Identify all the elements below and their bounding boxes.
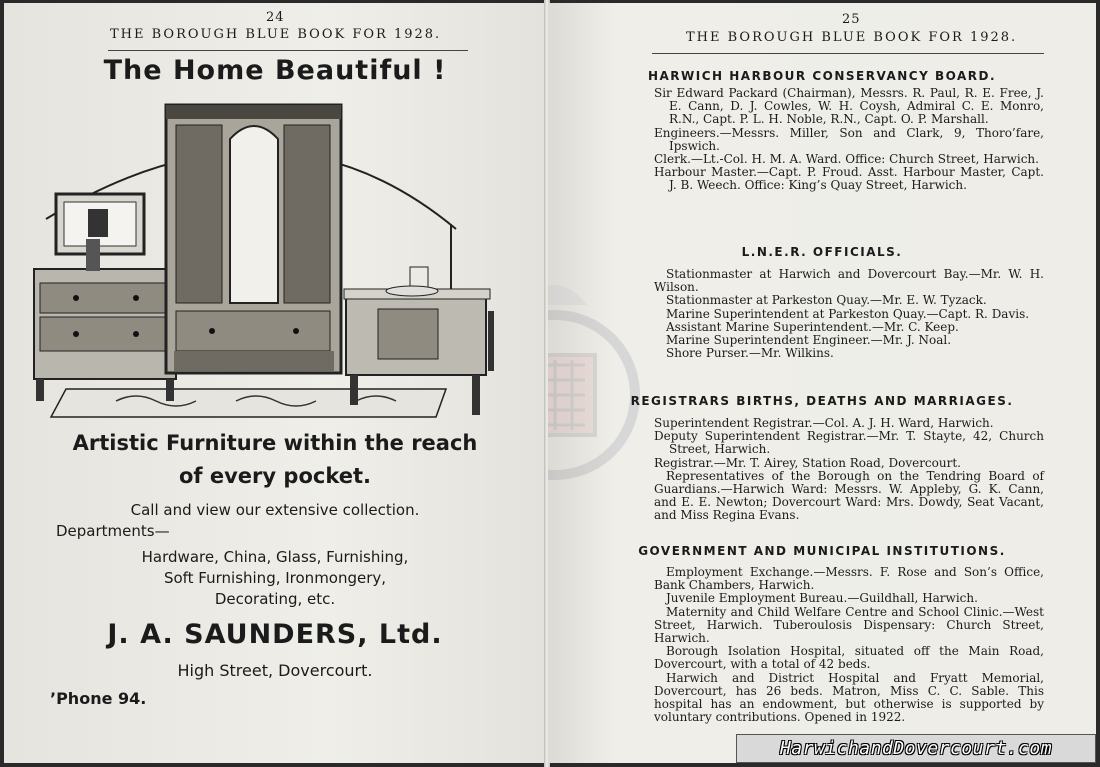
paragraph: Marine Superintendent Engineer.—Mr. J. Noal.: [666, 333, 952, 348]
paragraph: Deputy Superintendent Registrar.—Mr. T. Stayte, 42, Church Street, Harwich.: [654, 429, 1044, 457]
page-number: 24: [266, 10, 285, 25]
paragraph: Stationmaster at Parkeston Quay.—Mr. E. W. Tyzack.: [666, 293, 987, 308]
paragraph: Shore Purser.—Mr. Wilkins.: [666, 346, 834, 361]
header-rule: [108, 50, 468, 51]
faded-crest-watermark: [548, 265, 648, 503]
paragraph: Representatives of the Borough on the Tendring Board of Guardians.—Harwich Ward: Messrs. W. Appleby, G. K. Cann, and E. E. Newton; Dovercourt Ward: Mrs. Dowdy, Seat Vacant, and Miss Regina Evans.: [654, 468, 1044, 523]
section-heading: L.N.E.R. OFFICIALS.: [741, 245, 903, 259]
paragraph: Engineers.—Messrs. Miller, Son and Clark, 9, Thoro’fare, Ipswich.: [654, 125, 1044, 153]
paragraph: Harbour Master.—Capt. P. Froud. Asst. Harbour Master, Capt. J. B. Weech. Office: King’s Quay Street, Harwich.: [654, 165, 1044, 193]
right-page: [548, 3, 1096, 763]
bedroom-furniture-illustration: [26, 99, 526, 425]
paragraph: Maternity and Child Welfare Centre and School Clinic.—West Street, Harwich. Tuberoulosis Dispensary: Church Street, Harwich.: [654, 604, 1044, 646]
tagline-line-2: of every pocket.: [179, 464, 371, 488]
header-rule: [652, 53, 1044, 54]
paragraph: Sir Edward Packard (Chairman), Messrs. R. Paul, R. E. Free, J. E. Cann, D. J. Cowles, W. H. Coysh, Admiral C. E. Monro, R.N., Capt. P. L. H. Noble, R.N., Capt. O. P. Marshall.: [654, 86, 1044, 127]
page-number: 25: [842, 12, 861, 27]
firm-name: J. A. SAUNDERS, Ltd.: [107, 619, 443, 650]
section-body: [654, 268, 1044, 360]
phone-number: ’Phone 94.: [50, 689, 147, 708]
section-heading: GOVERNMENT AND MUNICIPAL INSTITUTIONS.: [638, 544, 1006, 558]
departments-label: Departments—: [56, 522, 170, 540]
left-page: [4, 3, 546, 763]
paragraph: Harwich and District Hospital and Fryatt Memorial, Dovercourt, has 26 beds. Matron, Miss C. C. Sable. This hospital has an endowment, but otherwise is supported by voluntary contributions. Opened in 1922.: [654, 670, 1044, 725]
site-watermark: HarwichandDovercourt.com: [736, 734, 1096, 763]
paragraph: Borough Isolation Hospital, situated off the Main Road, Dovercourt, with a total of 42 beds.: [654, 644, 1044, 672]
firm-address: High Street, Dovercourt.: [177, 661, 373, 680]
paragraph: Assistant Marine Superintendent.—Mr. C. Keep.: [666, 319, 959, 334]
section-body: [654, 87, 1044, 193]
paragraph: Employment Exchange.—Messrs. F. Rose and Son’s Office, Bank Chambers, Harwich.: [654, 565, 1044, 593]
advert-headline: The Home Beautiful !: [103, 55, 447, 86]
departments-line: Hardware, China, Glass, Furnishing,: [141, 548, 409, 566]
section-heading: HARWICH HARBOUR CONSERVANCY BOARD.: [647, 69, 997, 83]
section-body: [654, 417, 1044, 523]
running-head: THE BOROUGH BLUE BOOK FOR 1928.: [110, 27, 442, 42]
section-body: [654, 566, 1044, 724]
section-heading: REGISTRARS BIRTHS, DEATHS AND MARRIAGES.: [630, 394, 1014, 408]
paragraph: Clerk.—Lt.-Col. H. M. A. Ward. Office: Church Street, Harwich.: [654, 152, 1039, 167]
paragraph: Superintendent Registrar.—Col. A. J. H. Ward, Harwich.: [654, 416, 994, 430]
paragraph: Marine Superintendent at Parkeston Quay.—Capt. R. Davis.: [666, 306, 1030, 321]
departments-line: Soft Furnishing, Ironmongery,: [163, 569, 387, 587]
paragraph: Stationmaster at Harwich and Dovercourt Bay.—Mr. W. H. Wilson.: [654, 267, 1044, 295]
paragraph: Registrar.—Mr. T. Airey, Station Road, Dovercourt.: [654, 455, 961, 470]
call-line: Call and view our extensive collection.: [130, 501, 420, 519]
departments-line: Decorating, etc.: [214, 590, 336, 608]
running-head: THE BOROUGH BLUE BOOK FOR 1928.: [686, 30, 1018, 45]
tagline-line-1: Artistic Furniture within the reach: [72, 431, 478, 455]
paragraph: Juvenile Employment Bureau.—Guildhall, Harwich.: [666, 591, 978, 606]
